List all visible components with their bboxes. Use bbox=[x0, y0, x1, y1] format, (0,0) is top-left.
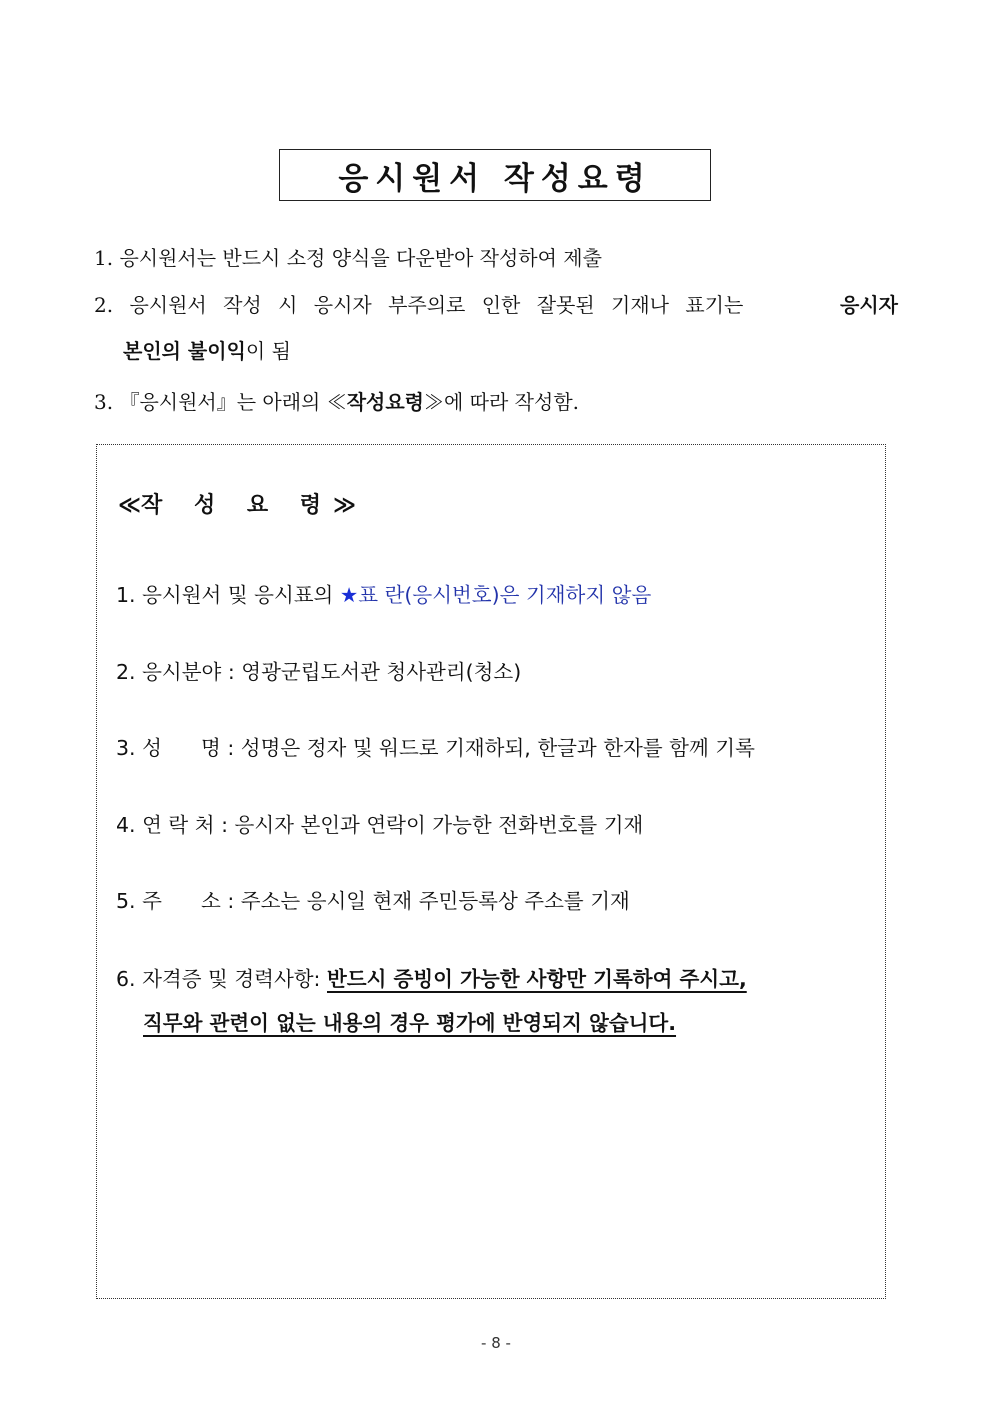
guide-item-6-continuation bbox=[143, 1008, 676, 1038]
guide-item-emphasis-line-2: 직무와 관련이 없는 내용의 경우 평가에 반영되지 않습니다. bbox=[143, 1011, 677, 1035]
guide-item-label: 주 소 bbox=[142, 889, 221, 913]
guide-heading bbox=[118, 488, 356, 519]
guide-item-4 bbox=[116, 810, 643, 840]
guide-item-colon: : bbox=[227, 660, 242, 684]
guide-item-number: 1. bbox=[116, 583, 136, 607]
guide-item-colon: : bbox=[227, 736, 241, 760]
intro-item-3-prefix: 3. 『응시원서』는 아래의 ≪ bbox=[94, 390, 347, 414]
intro-item-3-bold: 작성요령 bbox=[346, 390, 424, 414]
page-number: - 8 - bbox=[481, 1334, 511, 1352]
guide-item-3 bbox=[116, 733, 755, 763]
intro-item-2-line-2 bbox=[123, 336, 291, 366]
guide-item-text: 응시자 본인과 연락이 가능한 전화번호를 기재 bbox=[234, 813, 644, 837]
guide-heading-open: ≪ bbox=[118, 493, 142, 518]
guide-item-text: 성명은 정자 및 워드로 기재하되, 한글과 한자를 함께 기록 bbox=[240, 736, 755, 760]
guide-item-5 bbox=[116, 886, 630, 916]
guide-item-number: 4. bbox=[116, 813, 136, 837]
intro-item-1: 1. 응시원서는 반드시 소정 양식을 다운받아 작성하여 제출 bbox=[94, 246, 602, 270]
intro-item-2-suffix: 이 됨 bbox=[245, 339, 291, 363]
guide-item-text: 주소는 응시일 현재 주민등록상 주소를 기재 bbox=[240, 889, 630, 913]
guide-item-text: 영광군립도서관 청사관리(청소) bbox=[241, 660, 522, 684]
guide-item-emphasis-line-1: 반드시 증빙이 가능한 사항만 기록하여 주시고, bbox=[327, 967, 747, 991]
guide-item-2 bbox=[116, 657, 521, 687]
guide-item-highlight: 표 란(응시번호)은 기재하지 않음 bbox=[358, 583, 652, 607]
guide-item-text: 응시원서 및 응시표의 bbox=[142, 583, 334, 607]
intro-item-3-suffix: ≫에 따라 작성함. bbox=[424, 390, 579, 414]
intro-item-2-bold-applicant: 응시자 bbox=[840, 293, 898, 317]
document-title: 응시원서 작성요령 bbox=[279, 149, 711, 201]
guide-item-colon: : bbox=[221, 813, 235, 837]
guide-heading-text: 작 성 요 령 bbox=[141, 493, 334, 518]
guide-item-colon: : bbox=[227, 889, 241, 913]
guide-heading-close: ≫ bbox=[333, 493, 357, 518]
star-icon: ★ bbox=[339, 583, 359, 607]
guide-item-number: 5. bbox=[116, 889, 136, 913]
intro-item-2-bold-disadvantage: 본인의 불이익 bbox=[123, 339, 246, 363]
guide-item-1 bbox=[116, 580, 651, 610]
guide-item-number: 2. bbox=[116, 660, 136, 684]
guide-item-label: 성 명 bbox=[142, 736, 221, 760]
guide-item-number: 3. bbox=[116, 736, 136, 760]
guide-item-6 bbox=[116, 964, 747, 994]
guide-item-label: 자격증 및 경력사항: bbox=[142, 967, 321, 991]
intro-item-2-line-1 bbox=[94, 290, 898, 320]
guide-item-number: 6. bbox=[116, 967, 136, 991]
guide-box bbox=[96, 444, 886, 1299]
guide-item-label: 연 락 처 bbox=[142, 813, 215, 837]
intro-item-3 bbox=[94, 387, 579, 417]
guide-item-label: 응시분야 bbox=[142, 660, 222, 684]
intro-item-2-text: 2. 응시원서 작성 시 응시자 부주의로 인한 잘못된 기재나 표기는 bbox=[94, 293, 744, 317]
